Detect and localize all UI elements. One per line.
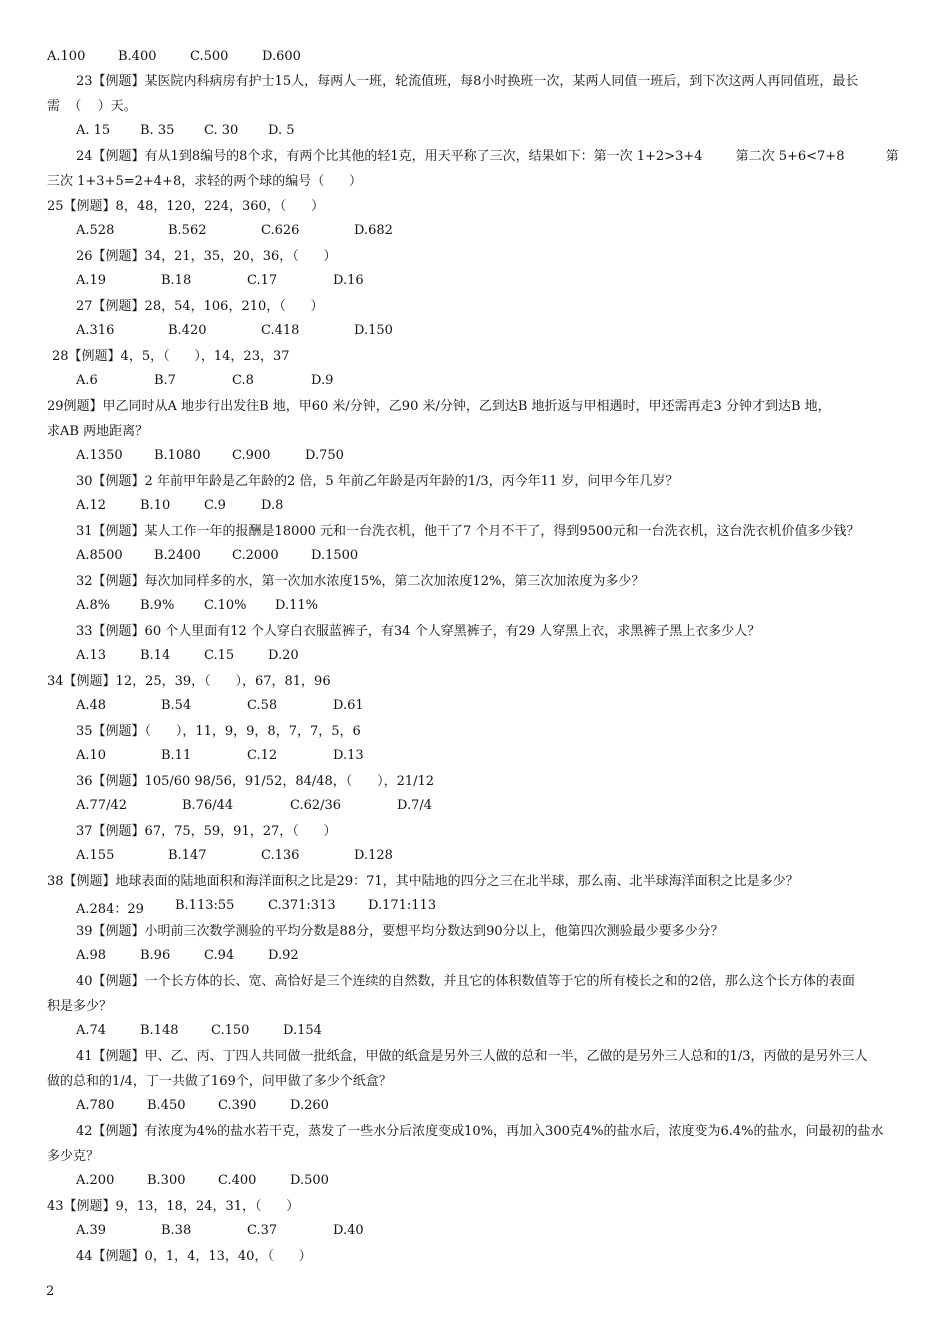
- answer-option: C.58: [247, 698, 278, 713]
- answer-option: C.400: [218, 1173, 257, 1188]
- answer-option: C.12: [247, 748, 278, 763]
- answer-option: D.8: [261, 498, 284, 513]
- answer-option: A.39: [76, 1223, 107, 1238]
- answer-option: A.155: [76, 848, 115, 863]
- answer-option: C.9: [204, 498, 226, 513]
- answer-option: A.13: [76, 648, 107, 663]
- answer-option: B.7: [154, 373, 176, 388]
- question-line: 多少克？: [47, 1149, 100, 1164]
- question-line: 33【例题】60 个人里面有12 个人穿白衣服蓝裤子，有34 个人穿黑裤子，有29 人穿黑上衣，求黑裤子黑上衣多少人？: [76, 624, 761, 639]
- answer-option: A.1350: [76, 448, 123, 463]
- answer-option: A.77/42: [76, 798, 127, 813]
- answer-option: D.9: [311, 373, 334, 388]
- answer-option: B.147: [168, 848, 207, 863]
- page-number: 2: [46, 1284, 55, 1299]
- question-line: 42【例题】有浓度为4%的盐水若干克，蒸发了一些水分后浓度变成10%，再加入300克4%的盐水后，浓度变为6.4%的盐水，问最初的盐水: [76, 1124, 884, 1139]
- question-line: 34【例题】12，25，39，（ ），67，81，96: [47, 674, 331, 689]
- answer-option: D.1500: [311, 548, 359, 563]
- answer-option: A.284：29: [76, 902, 144, 917]
- answer-option: A.528: [76, 223, 115, 238]
- answer-option: B.18: [161, 273, 192, 288]
- question-line: 35【例题】（ ），11，9，9，8，7，7，5，6: [76, 724, 361, 739]
- answer-option: D.128: [354, 848, 393, 863]
- question-line: 32【例题】每次加同样多的水，第一次加水浓度15%，第二次加浓度12%，第三次加浓度为多少？: [76, 574, 645, 589]
- answer-option: B.420: [168, 323, 207, 338]
- answer-option: B.400: [118, 49, 157, 64]
- question-line: 39【例题】小明前三次数学测验的平均分数是88分，要想平均分数达到90分以上，他第四次测验最少要多少分？: [76, 924, 724, 939]
- answer-option: B.76/44: [182, 798, 234, 813]
- answer-option: C.10%: [204, 598, 247, 613]
- answer-option: B.10: [140, 498, 171, 513]
- answer-option: B.450: [147, 1098, 186, 1113]
- answer-option: A.12: [76, 498, 107, 513]
- answer-option: A.10: [76, 748, 107, 763]
- answer-option: D.682: [354, 223, 393, 238]
- answer-option: D.7/4: [397, 798, 433, 813]
- question-line: 38【例题】地球表面的陆地面积和海洋面积之比是29：71，其中陆地的四分之三在北半球，那么南、北半球海洋面积之比是多少？: [47, 874, 799, 889]
- answer-option: C.626: [261, 223, 300, 238]
- answer-option: D.154: [283, 1023, 322, 1038]
- answer-option: B.38: [161, 1223, 192, 1238]
- answer-option: B.300: [147, 1173, 186, 1188]
- answer-option: B.96: [140, 948, 171, 963]
- answer-option: B.2400: [154, 548, 201, 563]
- answer-option: B.562: [168, 223, 207, 238]
- answer-option: B.9%: [140, 598, 175, 613]
- answer-option: C. 30: [204, 123, 239, 138]
- answer-option: B.113:55: [175, 898, 235, 913]
- answer-option: A.8%: [76, 598, 111, 613]
- question-line: 需 （ ）天。: [47, 99, 137, 114]
- question-line: 24【例题】有从1到8编号的8个求，有两个比其他的轻1克，用天平称了三次，结果如下：第一次 1+2>3+4 第二次 5+6<7+8 第: [76, 149, 899, 164]
- answer-option: D. 5: [268, 123, 295, 138]
- question-line: 36【例题】105/60 98/56，91/52，84/48，（ ），21/12: [76, 774, 435, 789]
- answer-option: C.418: [261, 323, 300, 338]
- answer-option: C.136: [261, 848, 300, 863]
- answer-option: A.100: [47, 49, 86, 64]
- question-line: 三次 1+3+5=2+4+8，求轻的两个球的编号（ ）: [47, 174, 363, 189]
- answer-option: A.200: [76, 1173, 115, 1188]
- answer-option: A.48: [76, 698, 107, 713]
- answer-option: D.16: [333, 273, 364, 288]
- question-line: 29例题】甲乙同时从A 地步行出发往B 地，甲60 米/分钟，乙90 米/分钟，乙到达B 地折返与甲相遇时，甲还需再走3 分钟才到达B 地，: [47, 399, 831, 414]
- answer-option: D.61: [333, 698, 364, 713]
- answer-option: A.98: [76, 948, 107, 963]
- answer-option: D.11%: [275, 598, 318, 613]
- answer-option: D.750: [305, 448, 344, 463]
- answer-option: C.390: [218, 1098, 257, 1113]
- answer-option: B.54: [161, 698, 192, 713]
- answer-option: C.2000: [232, 548, 279, 563]
- question-line: 27【例题】28，54，106，210，（ ）: [76, 299, 324, 314]
- answer-option: C.150: [211, 1023, 250, 1038]
- question-line: 40【例题】一个长方体的长、宽、高恰好是三个连续的自然数，并且它的体积数值等于它的所有棱长之和的2倍，那么这个长方体的表面: [76, 974, 855, 989]
- answer-option: C.500: [190, 49, 229, 64]
- answer-option: A.8500: [76, 548, 123, 563]
- question-line: 37【例题】67，75，59，91，27，（ ）: [76, 824, 337, 839]
- answer-option: D.171:113: [368, 898, 437, 913]
- answer-option: C.17: [247, 273, 278, 288]
- question-line: 积是多少？: [47, 999, 113, 1014]
- question-line: 求AB 两地距离？: [47, 424, 149, 439]
- question-line: 25【例题】8，48，120，224，360，（ ）: [47, 199, 325, 214]
- answer-option: D.150: [354, 323, 393, 338]
- answer-option: C.371:313: [268, 898, 336, 913]
- answer-option: C.8: [232, 373, 254, 388]
- answer-option: D.40: [333, 1223, 364, 1238]
- answer-option: D.600: [262, 49, 301, 64]
- answer-option: B. 35: [140, 123, 175, 138]
- question-line: 44【例题】0，1，4，13，40，（ ）: [76, 1249, 312, 1264]
- answer-option: A.19: [76, 273, 107, 288]
- answer-option: D.260: [290, 1098, 329, 1113]
- question-line: 43【例题】9，13，18，24，31，（ ）: [47, 1199, 300, 1214]
- answer-option: C.900: [232, 448, 271, 463]
- answer-option: D.20: [268, 648, 299, 663]
- answer-option: B.14: [140, 648, 171, 663]
- question-line: 23【例题】某医院内科病房有护士15人，每两人一班，轮流值班，每8小时换班一次，某两人同值一班后，到下次这两人再同值班，最长: [76, 74, 859, 89]
- answer-option: C.62/36: [290, 798, 342, 813]
- question-line: 28【例题】4，5，（ ），14，23，37: [52, 349, 290, 364]
- question-line: 做的总和的1/4，丁一共做了169个，问甲做了多少个纸盒？: [47, 1074, 392, 1089]
- question-line: 26【例题】34，21，35，20，36，（ ）: [76, 249, 337, 264]
- question-line: 41【例题】甲、乙、丙、丁四人共同做一批纸盒，甲做的纸盒是另外三人做的总和一半，乙做的是另外三人总和的1/3，丙做的是另外三人: [76, 1049, 868, 1064]
- answer-option: D.92: [268, 948, 299, 963]
- answer-option: C.37: [247, 1223, 278, 1238]
- answer-option: D.500: [290, 1173, 329, 1188]
- answer-option: B.11: [161, 748, 192, 763]
- answer-option: A.780: [76, 1098, 115, 1113]
- answer-option: A.74: [76, 1023, 107, 1038]
- question-line: 30【例题】2 年前甲年龄是乙年龄的2 倍，5 年前乙年龄是丙年龄的1/3，丙今年11 岁，问甲今年几岁？: [76, 474, 679, 489]
- answer-option: A.316: [76, 323, 115, 338]
- answer-option: C.15: [204, 648, 235, 663]
- question-line: 31【例题】某人工作一年的报酬是18000 元和一台洗衣机，他干了7 个月不干了，得到9500元和一台洗衣机，这台洗衣机价值多少钱？: [76, 524, 860, 539]
- answer-option: A.6: [76, 373, 98, 388]
- answer-option: B.148: [140, 1023, 179, 1038]
- answer-option: C.94: [204, 948, 235, 963]
- answer-option: D.13: [333, 748, 364, 763]
- answer-option: B.1080: [154, 448, 201, 463]
- answer-option: A. 15: [76, 123, 111, 138]
